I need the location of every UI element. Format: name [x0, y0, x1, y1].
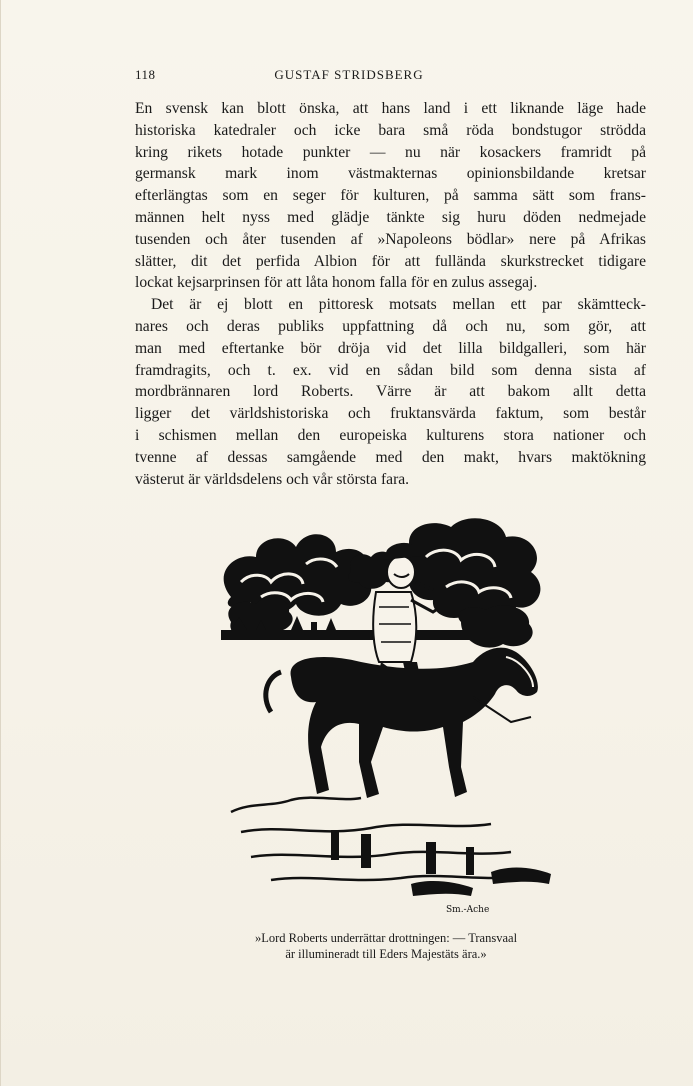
cartoon-illustration: [211, 512, 561, 924]
text-line: framdragits, och t. ex. vid en sådan bild som denna sista af: [135, 361, 646, 379]
running-head-author: GUSTAF STRIDSBERG: [274, 67, 424, 82]
text-line: slätter, dit det perfida Albion för att fullända skurkstrecket tidigare: [135, 252, 646, 270]
caption-line: är illumineradt till Eders Majestäts ära.»: [285, 947, 487, 961]
horse-silhouette: [266, 648, 538, 798]
text-line: i schismen mellan den europeiska kulturens stora nationer och: [135, 426, 646, 444]
text-line: tusenden och åter tusenden af »Napoleons bödlar» nere på Afrikas: [135, 230, 646, 248]
text-line: västerut är världsdelens och vår största fara.: [135, 470, 410, 488]
text-line: nares och deras publiks uppfattning då och nu, som gör, att: [135, 317, 646, 335]
text-line: Det är ej blott en pittoresk motsats mellan ett par skämtteck-: [151, 296, 646, 314]
artist-signature: Sm.-Ache: [446, 905, 490, 915]
text-line: man med eftertanke bör dröja vid det lilla bildgalleri, som här: [135, 339, 646, 357]
text-line: En svensk kan blott önska, att hans land i ett liknande läge hade: [135, 100, 646, 117]
page-number: 118: [135, 67, 156, 82]
text-line: mordbrännaren lord Roberts. Värre är att bakom allt detta: [135, 383, 646, 401]
text-line: historiska katedraler och icke bara små röda bondstugor strödda: [135, 121, 646, 139]
text-line: germansk mark inom västmakternas opinionsbildande kretsar: [135, 165, 646, 183]
caption-line: »Lord Roberts underrättar drottningen: — Transvaal: [254, 931, 518, 945]
text-line: lockat kejsarprinsen för att låta honom falla för en zulus assegaj.: [135, 274, 538, 292]
text-line: tvenne af dessas samgående med den makt, hvars maktökning: [135, 448, 646, 466]
reflection-blots: [331, 830, 551, 896]
text-line: kring rikets hotade punkter — nu när kosackers framridt på: [135, 143, 646, 161]
rider-on-horse-drawing: [211, 512, 561, 924]
body-text: [135, 98, 646, 490]
text-line: männen helt nyss med glädje tänkte sig huru döden nedmejade: [135, 208, 646, 226]
text-line: efterlängtas som en seger för kulturen, på samma sätt som frans-: [135, 187, 646, 205]
figure-caption: [201, 930, 571, 962]
running-head: [135, 67, 563, 85]
water-reflection: [231, 798, 531, 880]
text-line: ligger det världshistoriska och fruktansvärda faktum, som består: [135, 405, 646, 423]
